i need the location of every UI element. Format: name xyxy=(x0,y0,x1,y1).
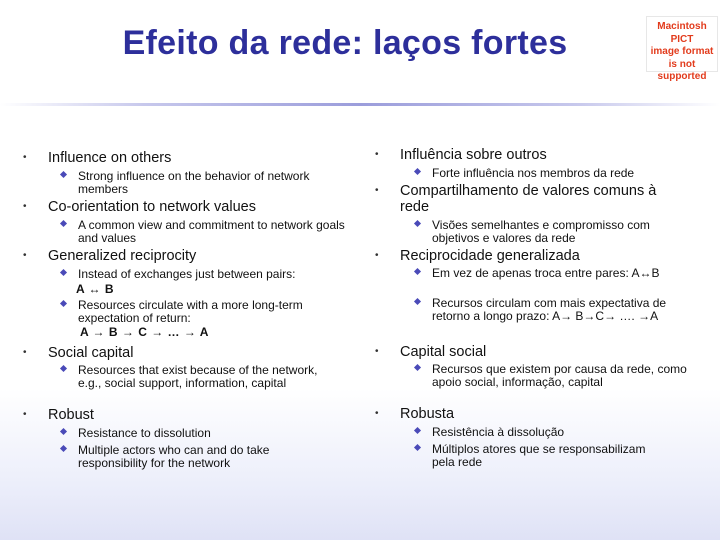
bullet-influence xyxy=(23,150,172,166)
sub-bullet xyxy=(432,363,694,388)
bullet-reciprocity xyxy=(23,248,197,264)
sub-bullet-label: Recursos que existem por causa da rede, como apoio social, informação, capital xyxy=(432,362,687,389)
sub-bullet-label: A common view and commitment to network goals and values xyxy=(78,218,345,245)
sub-bullet-label: Multiple actors who can and do take responsibility for the network xyxy=(78,443,270,470)
slide-title: Efeito da rede: laços fortes xyxy=(122,24,568,62)
pair-exchange-line: A ↔ B xyxy=(76,282,115,296)
bullet-label: Social capital xyxy=(48,345,134,361)
bullet-icon: • xyxy=(23,250,27,261)
pict-line-2: image format xyxy=(650,46,714,57)
bullet-label: Co-orientation to network values xyxy=(48,199,256,215)
bullet-reciprocidade xyxy=(375,248,580,264)
sub-bullet-label: Instead of exchanges just between pairs: xyxy=(78,267,296,281)
bullet-icon: • xyxy=(375,250,379,261)
sub-bullet xyxy=(78,364,340,389)
bullet-capital-social xyxy=(375,344,487,360)
bullet-icon: • xyxy=(375,408,379,419)
sub-bullet xyxy=(432,443,652,468)
bullet-label: Reciprocidade generalizada xyxy=(400,248,580,264)
bullet-social-capital xyxy=(23,345,134,361)
bullet-label: Compartilhamento de valores comuns à rede xyxy=(400,183,657,215)
unsupported-image-placeholder xyxy=(646,16,718,82)
sub-bullet xyxy=(78,444,340,469)
sub-bullet xyxy=(432,167,712,180)
bullet-icon: • xyxy=(375,346,379,357)
chain-exchange-line: A → B → C → … → A xyxy=(80,325,209,339)
sub-bullet-label: Múltiplos atores que se responsabilizam pela rede xyxy=(432,442,646,469)
bullet-influencia xyxy=(375,147,547,163)
bullet-robust xyxy=(23,407,94,423)
sub-bullet xyxy=(78,219,354,244)
bullet-label: Capital social xyxy=(400,344,487,360)
title-underline xyxy=(0,96,720,114)
pict-line-1: Macintosh PICT xyxy=(657,21,707,45)
bullet-label: Generalized reciprocity xyxy=(48,248,197,264)
bullet-label: Robust xyxy=(48,407,94,423)
bullet-icon: • xyxy=(375,149,379,160)
bullet-robusta xyxy=(375,406,455,422)
sub-bullet-label: Resources circulate with a more long-term expectation of return: xyxy=(78,298,303,325)
sub-bullet-label: Recursos circulam com mais expectativa de retorno a longo prazo: A→ B→C→ …. →A xyxy=(432,296,667,323)
sub-bullet-label: Visões semelhantes e compromisso com objetivos e valores da rede xyxy=(432,218,650,245)
pict-line-3: is not supported xyxy=(657,58,707,82)
bullet-label: Influência sobre outros xyxy=(400,147,547,163)
bullet-compartilhamento xyxy=(375,183,670,215)
sub-bullet-label: Resistência à dissolução xyxy=(432,425,565,439)
sub-bullet xyxy=(432,426,694,439)
sub-bullet xyxy=(432,297,694,322)
sub-bullet xyxy=(78,268,354,281)
sub-bullet xyxy=(432,219,694,244)
sub-bullet-label: Resources that exist because of the network, e.g., social support, information, capital xyxy=(78,363,318,390)
bullet-icon: • xyxy=(23,201,27,212)
sub-bullet xyxy=(78,427,348,440)
sub-bullet-label: Resistance to dissolution xyxy=(78,426,211,440)
sub-bullet xyxy=(78,299,348,324)
sub-bullet xyxy=(78,170,348,195)
bullet-icon: • xyxy=(375,185,379,196)
sub-bullet xyxy=(432,267,680,280)
sub-bullet-label: Strong influence on the behavior of network members xyxy=(78,169,310,196)
sub-bullet-label: Em vez de apenas troca entre pares: A↔B xyxy=(432,266,660,280)
bullet-label: Influence on others xyxy=(48,150,172,166)
sub-bullet-label: Forte influência nos membros da rede xyxy=(432,166,635,180)
bullet-co-orientation xyxy=(23,199,256,215)
bullet-icon: • xyxy=(23,152,27,163)
bullet-icon: • xyxy=(23,347,27,358)
bullet-label: Robusta xyxy=(400,406,455,422)
bullet-icon: • xyxy=(23,409,27,420)
